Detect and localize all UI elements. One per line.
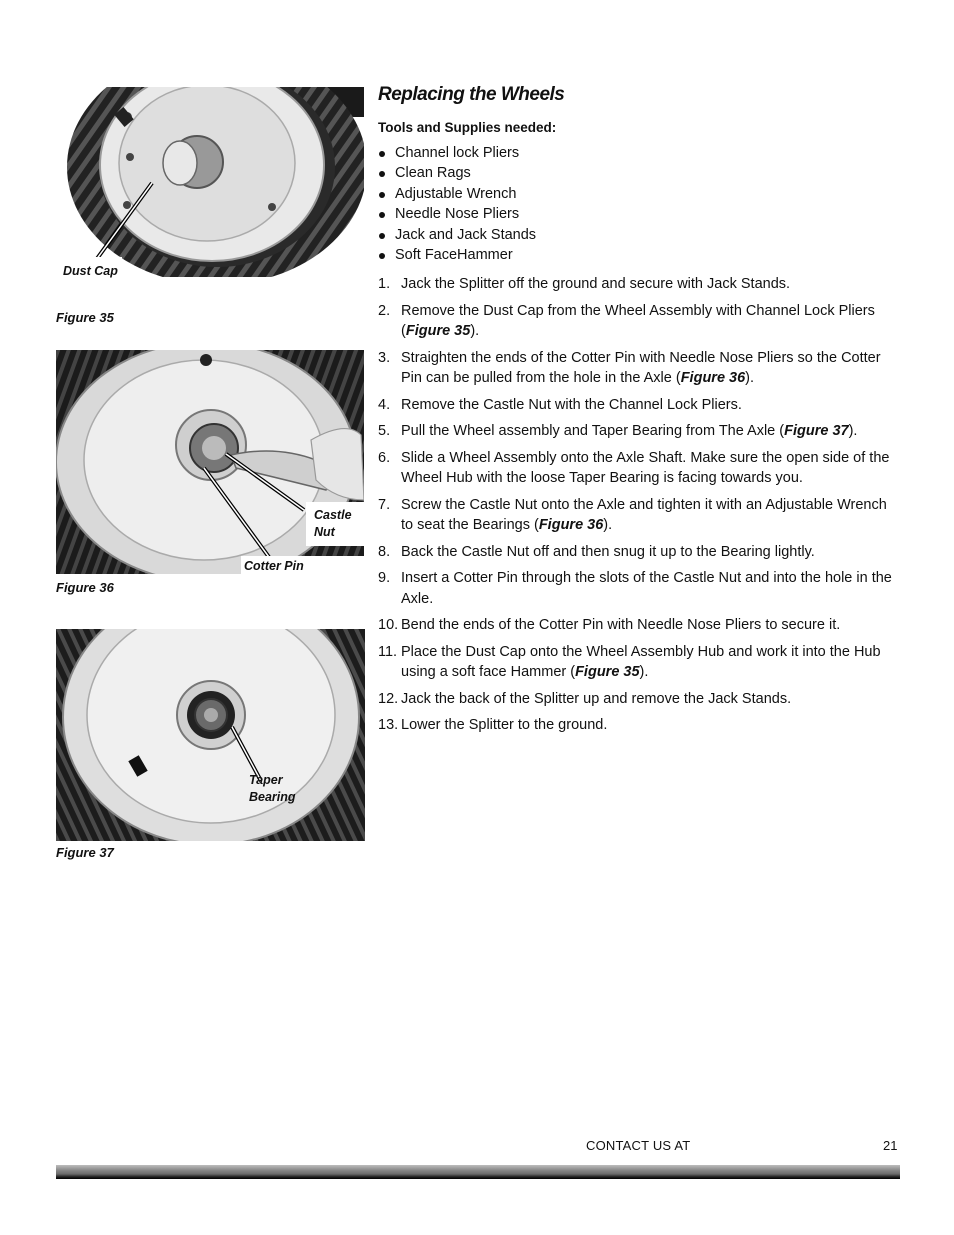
step-number: 8.	[378, 543, 391, 560]
tool-item: Clean Rags	[378, 163, 536, 183]
step-number: 2.	[378, 302, 391, 319]
step-item	[378, 448, 898, 489]
footer-contact: CONTACT US AT	[586, 1138, 691, 1153]
tools-title: Tools and Supplies needed:	[378, 120, 557, 135]
tool-item: Needle Nose Pliers	[378, 204, 536, 224]
figure-37-caption: Figure 37	[56, 845, 114, 860]
step-text-end: ).	[745, 370, 755, 386]
tool-item: Adjustable Wrench	[378, 184, 536, 204]
figure-35-caption: Figure 35	[56, 310, 114, 325]
callout-taper-bearing	[249, 772, 296, 806]
step-item	[378, 274, 898, 295]
step-item	[378, 542, 898, 563]
step-item	[378, 642, 898, 683]
step-text-end: ).	[848, 423, 858, 439]
step-item	[378, 495, 898, 536]
callout-nut-label: Nut	[314, 525, 335, 539]
callout-castle-nut	[314, 507, 352, 541]
step-text-end: ).	[470, 323, 480, 339]
step-text: Slide a Wheel Assembly onto the Axle Shaft. Make sure the open side of the Wheel Hub with the loose Taper Bearing is facing towards you.	[401, 449, 890, 486]
step-number: 3.	[378, 349, 391, 366]
step-text: Remove the Dust Cap from the Wheel Assembly with Channel Lock Pliers (	[401, 302, 875, 339]
step-text: Screw the Castle Nut onto the Axle and tighten it with an Adjustable Wrench to seat the Bearings (	[401, 496, 887, 533]
figure-reference: Figure 35	[575, 664, 640, 680]
step-number: 1.	[378, 276, 391, 292]
step-text: Pull the Wheel assembly and Taper Bearing from The Axle (	[401, 423, 785, 439]
callout-taper-label: Taper	[249, 773, 283, 787]
step-text: Jack the back of the Splitter up and remove the Jack Stands.	[401, 690, 792, 707]
step-text: Straighten the ends of the Cotter Pin with Needle Nose Pliers so the Cotter Pin can be pulled from the hole in the Axle (	[401, 349, 881, 386]
step-text: Lower the Splitter to the ground.	[401, 717, 608, 733]
step-number: 9.	[378, 570, 391, 586]
figure-35-image	[62, 87, 364, 277]
figure-36-caption: Figure 36	[56, 580, 114, 595]
step-item	[378, 715, 898, 736]
step-text-end: ).	[639, 664, 649, 680]
step-text-end: ).	[603, 517, 613, 533]
tools-list	[378, 143, 536, 265]
step-number: 12.	[378, 690, 399, 707]
step-number: 7.	[378, 496, 391, 513]
step-item	[378, 301, 898, 342]
steps-list	[378, 274, 898, 742]
figure-37-image	[56, 629, 365, 841]
callout-castle-label: Castle	[314, 508, 352, 522]
step-number: 13.	[378, 717, 399, 733]
figure-reference: Figure 37	[784, 423, 849, 439]
footer-divider	[56, 1165, 900, 1179]
callout-dust-cap: Dust Cap	[63, 264, 118, 278]
figure-reference: Figure 35	[405, 323, 471, 339]
tool-item: Jack and Jack Stands	[378, 225, 536, 245]
step-item	[378, 395, 898, 416]
step-item	[378, 615, 898, 636]
tool-item: Soft FaceHammer	[378, 245, 536, 265]
step-text: Jack the Splitter off the ground and secure with Jack Stands.	[401, 276, 791, 292]
step-text: Remove the Castle Nut with the Channel Lock Pliers.	[401, 396, 742, 413]
step-item	[378, 348, 898, 389]
step-text: Insert a Cotter Pin through the slots of the Castle Nut and into the hole in the Axle.	[401, 570, 892, 607]
page-number: 21	[883, 1138, 898, 1153]
step-text: Bend the ends of the Cotter Pin with Needle Nose Pliers to secure it.	[401, 617, 841, 633]
tool-item: Channel lock Pliers	[378, 143, 536, 163]
step-item	[378, 421, 898, 442]
figure-reference: Figure 36	[538, 517, 604, 533]
step-number: 10.	[378, 617, 399, 633]
step-text: Back the Castle Nut off and then snug it up to the Bearing lightly.	[401, 543, 815, 560]
callout-cotter-pin: Cotter Pin	[244, 559, 304, 573]
step-number: 5.	[378, 423, 391, 439]
figure-reference: Figure 36	[680, 370, 746, 386]
callout-bearing-label: Bearing	[249, 790, 296, 804]
step-number: 4.	[378, 396, 391, 413]
step-number: 6.	[378, 449, 391, 466]
section-title: Replacing the Wheels	[378, 84, 565, 105]
step-item	[378, 689, 898, 710]
step-text: Place the Dust Cap onto the Wheel Assembly Hub and work it into the Hub using a soft face Hammer (	[401, 643, 881, 680]
step-number: 11.	[378, 643, 398, 660]
step-item	[378, 568, 898, 609]
